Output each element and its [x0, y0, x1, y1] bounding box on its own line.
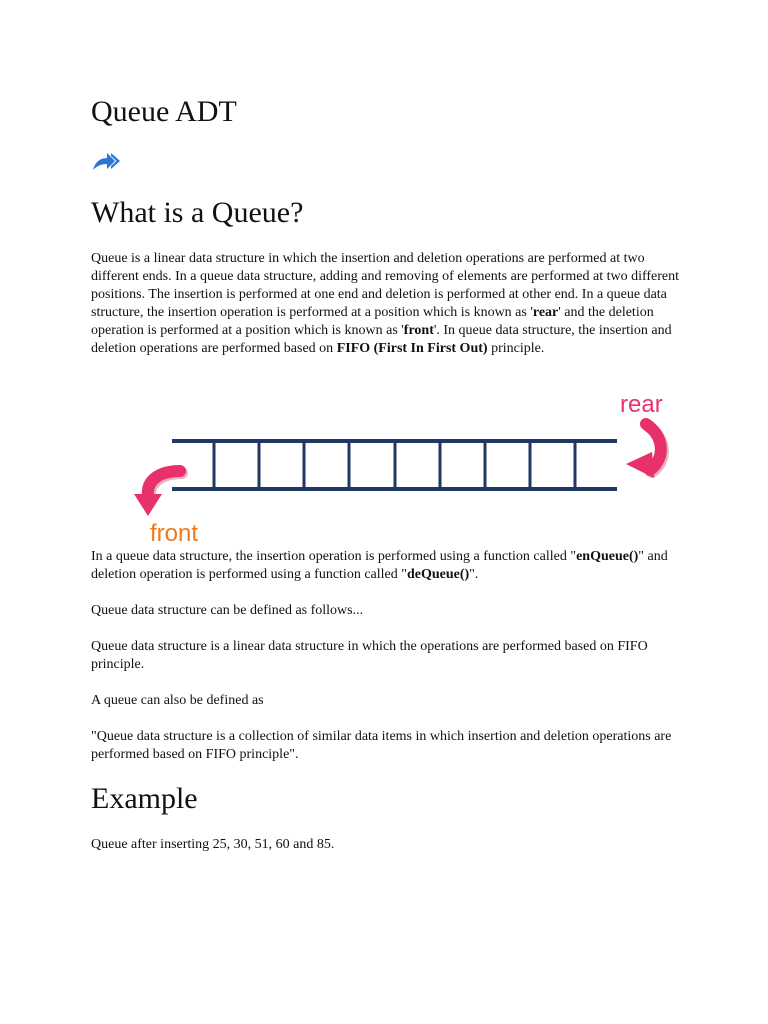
enqueue-term: enQueue() — [576, 549, 639, 564]
front-term: front — [403, 323, 434, 338]
example-paragraph: Queue after inserting 25, 30, 51, 60 and 85. — [91, 837, 335, 852]
functions-paragraph: In a queue data structure, the insertion operation is performed using a function called "enQueue()" and deletion operation is performed using a function called "deQueue()". — [91, 549, 668, 582]
queue-cells — [214, 441, 575, 489]
rear-label: rear — [620, 391, 663, 418]
intro-paragraph: Queue is a linear data structure in which the insertion and deletion operations are performed at two different ends. In a queue data structure, adding and removing of elements are performed at two different positions. The insertion is performed at one end and deletion is performed at other end. In a queue data structure, the insertion operation is performed at a position which is known as 'rear' and the deletion operation is performed at a position which is known as 'front'. In queue data structure, the insertion and deletion operations are performed based on FIFO (First In First Out) principle. — [91, 251, 680, 356]
quote-definition-paragraph: "Queue data structure is a collection of similar data items in which insertion and deletion operations are performed based on FIFO principle". — [91, 729, 672, 762]
defined-as-follows-paragraph: Queue data structure can be defined as follows... — [91, 603, 364, 618]
share-arrow-icon[interactable] — [91, 150, 123, 174]
also-defined-paragraph: A queue can also be defined as — [91, 693, 264, 708]
section-heading: What is a Queue? — [91, 196, 304, 229]
page-title: Queue ADT — [91, 95, 237, 128]
definition-paragraph: Queue data structure is a linear data structure in which the operations are performed based on FIFO principle. — [91, 639, 648, 672]
rear-arrow-icon — [626, 424, 663, 478]
front-arrow-icon — [134, 471, 182, 516]
dequeue-term: deQueue() — [406, 567, 470, 582]
rear-term: rear — [532, 305, 559, 320]
example-heading: Example — [91, 782, 198, 815]
front-label: front — [150, 520, 199, 547]
fifo-term: FIFO (First In First Out) — [336, 341, 488, 356]
